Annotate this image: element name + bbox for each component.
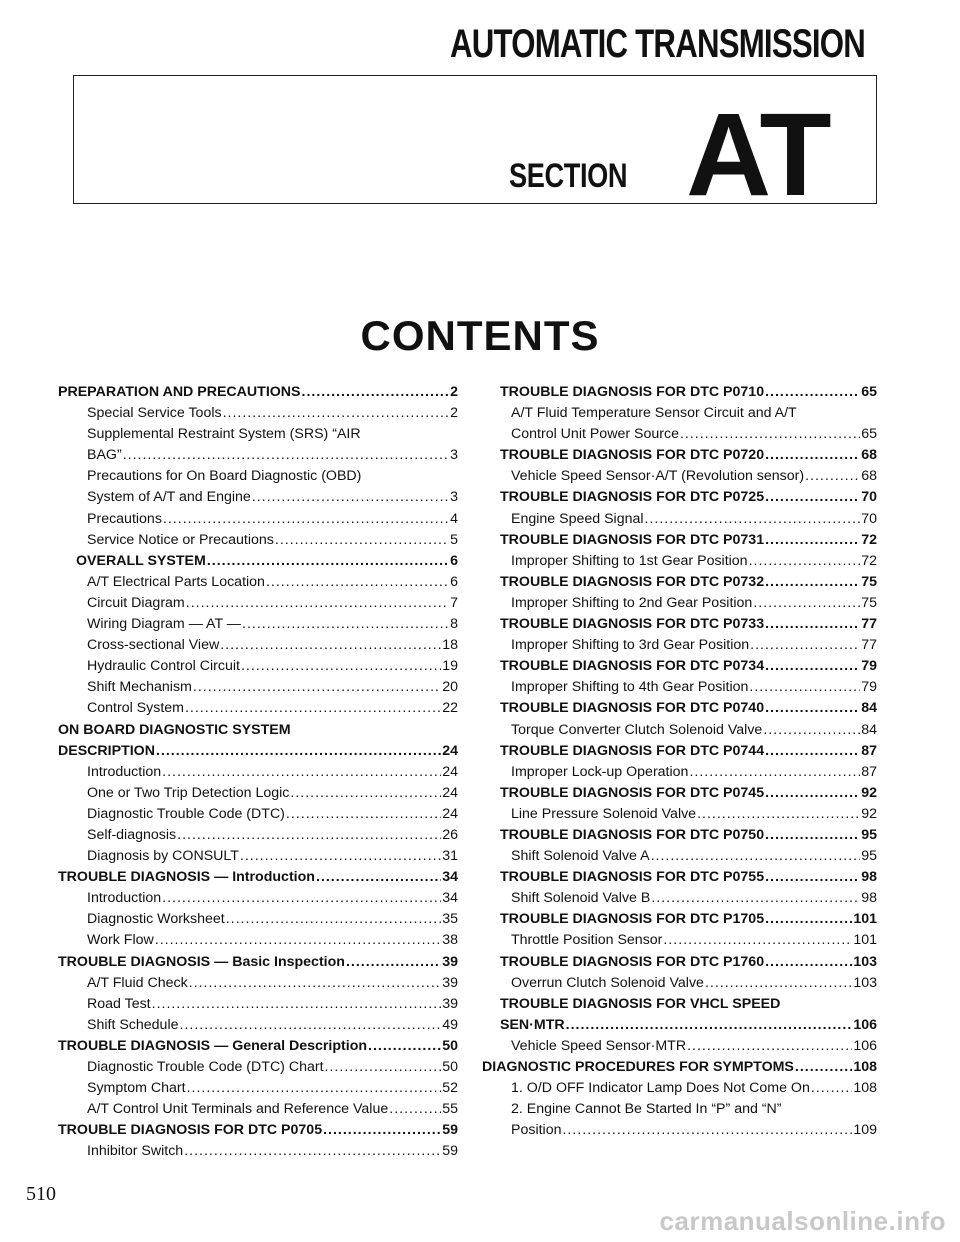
toc-entry-page: 68: [861, 468, 877, 485]
toc-entry-label: TROUBLE DIAGNOSIS FOR DTC P0734: [500, 658, 765, 675]
toc-entry[interactable]: [482, 593, 877, 614]
toc-entry-page: 18: [442, 637, 458, 654]
toc-entry-label: TROUBLE DIAGNOSIS FOR DTC P1760: [500, 953, 765, 970]
toc-entry[interactable]: [482, 867, 877, 888]
toc-entry-page: 4: [450, 510, 458, 527]
toc-entry[interactable]: [482, 825, 877, 846]
toc-entry[interactable]: [58, 656, 458, 677]
toc-entry[interactable]: [58, 614, 458, 635]
toc-entry[interactable]: [58, 846, 458, 867]
toc-leader-dots: [765, 909, 852, 930]
toc-leader-dots: [765, 572, 860, 593]
toc-entry-page: 92: [861, 805, 877, 822]
toc-leader-dots: [177, 825, 441, 846]
toc-leader-dots: [162, 762, 441, 783]
toc-entry-label: Diagnostic Trouble Code (DTC): [87, 805, 285, 822]
toc-entry-page: 38: [442, 932, 458, 949]
toc-entry-label: Road Test: [87, 995, 151, 1012]
toc-leader-dots: [651, 846, 861, 867]
toc-entry[interactable]: [58, 909, 458, 930]
toc-entry[interactable]: [482, 720, 877, 741]
toc-entry-page: 24: [442, 805, 458, 822]
toc-entry-label: Wiring Diagram — AT —: [87, 616, 241, 633]
toc-entry[interactable]: [482, 973, 877, 994]
toc-leader-dots: [765, 487, 860, 508]
toc-leader-dots: [566, 1015, 853, 1036]
toc-entry[interactable]: [482, 783, 877, 804]
toc-leader-dots: [562, 1120, 852, 1141]
toc-entry-label: Improper Lock-up Operation: [511, 763, 689, 780]
toc-entry-label: Circuit Diagram: [87, 594, 185, 611]
toc-entry-page: 59: [442, 1122, 458, 1139]
toc-entry-page: 22: [442, 700, 458, 717]
toc-entry-page: 35: [442, 911, 458, 928]
toc-entry-page: 72: [861, 531, 877, 548]
toc-entry[interactable]: [482, 677, 877, 698]
toc-entry[interactable]: [58, 445, 458, 466]
toc-entry-label: Control Unit Power Source: [511, 426, 679, 443]
toc-entry[interactable]: [58, 741, 458, 762]
toc-entry-label: TROUBLE DIAGNOSIS — Introduction: [58, 869, 315, 886]
page-header-title: AUTOMATIC TRANSMISSION: [450, 22, 866, 66]
toc-entry[interactable]: [482, 698, 877, 719]
toc-entry-page: 8: [450, 616, 458, 633]
toc-entry-label: SEN·MTR: [500, 1016, 565, 1033]
toc-entry-label: Symptom Chart: [87, 1080, 186, 1097]
toc-entry[interactable]: [482, 635, 877, 656]
toc-entry-label: Improper Shifting to 3rd Gear Position: [511, 637, 750, 654]
toc-entry-page: 77: [861, 616, 877, 633]
toc-entry-page: 50: [442, 1059, 458, 1075]
toc-leader-dots: [687, 1036, 852, 1057]
toc-entry[interactable]: [482, 909, 877, 930]
toc-entry[interactable]: [58, 530, 458, 551]
toc-leader-dots: [765, 952, 852, 973]
toc-entry[interactable]: [58, 952, 458, 973]
toc-entry-label: DIAGNOSTIC PROCEDURES FOR SYMPTOMS: [482, 1059, 794, 1075]
toc-entry-label: PREPARATION AND PRECAUTIONS: [58, 384, 301, 400]
toc-entry-page: 19: [442, 658, 458, 675]
toc-entry-label: TROUBLE DIAGNOSIS FOR DTC P0731: [500, 531, 765, 548]
toc-entry-page: 6: [450, 573, 458, 590]
toc-leader-dots: [765, 825, 860, 846]
toc-entry-label: Self-diagnosis: [87, 826, 177, 843]
toc-entry[interactable]: [58, 572, 458, 593]
toc-entry-label: Hydraulic Control Circuit: [87, 658, 240, 675]
toc-entry-label: Work Flow: [87, 932, 154, 949]
toc-entry[interactable]: [482, 994, 877, 1015]
toc-entry[interactable]: [58, 551, 458, 572]
toc-leader-dots: [189, 973, 442, 994]
toc-leader-dots: [323, 1120, 441, 1141]
toc-leader-dots: [163, 509, 449, 530]
toc-leader-dots: [765, 698, 860, 719]
toc-leader-dots: [811, 1078, 852, 1099]
toc-leader-dots: [795, 1057, 852, 1078]
toc-entry[interactable]: [58, 635, 458, 656]
toc-entry[interactable]: [58, 698, 458, 719]
toc-entry-label: TROUBLE DIAGNOSIS FOR DTC P0720: [500, 447, 765, 464]
toc-entry-page: 87: [861, 763, 877, 780]
toc-entry-label: DESCRIPTION: [58, 742, 155, 759]
toc-entry-label: Precautions: [87, 510, 162, 527]
toc-entry-page: 7: [450, 594, 458, 611]
toc-entry[interactable]: [482, 530, 877, 551]
toc-entry-label: OVERALL SYSTEM: [76, 552, 206, 569]
toc-entry-page: 39: [442, 974, 458, 991]
toc-entry-label: Diagnostic Worksheet: [87, 911, 225, 928]
toc-leader-dots: [325, 1057, 442, 1078]
toc-leader-dots: [207, 551, 449, 572]
toc-leader-dots: [242, 614, 449, 635]
toc-leader-dots: [765, 741, 860, 762]
toc-entry[interactable]: [58, 1120, 458, 1141]
toc-entry[interactable]: [58, 1057, 458, 1078]
toc-entry[interactable]: [58, 825, 458, 846]
toc-entry[interactable]: [58, 1099, 458, 1120]
toc-entry-page: 3: [450, 489, 458, 506]
toc-leader-dots: [266, 572, 449, 593]
toc-entry-label: One or Two Trip Detection Logic: [87, 784, 290, 801]
toc-entry[interactable]: [482, 762, 877, 783]
toc-leader-dots: [193, 677, 441, 698]
toc-leader-dots: [346, 952, 441, 973]
toc-entry[interactable]: [58, 403, 458, 424]
toc-entry-page: 101: [853, 932, 877, 949]
toc-leader-dots: [749, 677, 860, 698]
toc-leader-dots: [123, 445, 449, 466]
toc-leader-dots: [651, 888, 860, 909]
toc-entry[interactable]: [58, 804, 458, 825]
toc-entry[interactable]: [58, 487, 458, 508]
toc-entry-label: Introduction: [87, 890, 162, 907]
toc-entry-page: 65: [861, 426, 877, 443]
toc-entry-page: 59: [442, 1143, 458, 1160]
toc-entry[interactable]: [482, 1120, 877, 1141]
toc-entry[interactable]: [58, 762, 458, 783]
toc-entry-label: Vehicle Speed Sensor·A/T (Revolution sensor): [511, 468, 805, 485]
toc-leader-dots: [220, 635, 441, 656]
toc-entry-label: Shift Solenoid Valve A: [511, 848, 650, 865]
toc-entry-label: Diagnosis by CONSULT: [87, 848, 239, 865]
toc-entry[interactable]: [58, 1015, 458, 1036]
toc-entry-label: TROUBLE DIAGNOSIS FOR DTC P0733: [500, 616, 765, 633]
toc-entry-label: 2. Engine Cannot Be Started In “P” and “N”: [511, 1101, 782, 1118]
toc-entry-label: TROUBLE DIAGNOSIS FOR DTC P0745: [500, 784, 765, 801]
toc-entry-page: 98: [861, 890, 877, 907]
toc-entry-page: 101: [853, 911, 877, 928]
toc-entry-label: ON BOARD DIAGNOSTIC SYSTEM: [58, 721, 291, 738]
toc-entry-page: 24: [442, 763, 458, 780]
toc-leader-dots: [749, 551, 861, 572]
toc-entry[interactable]: [482, 1078, 877, 1099]
toc-entry[interactable]: [482, 424, 877, 445]
toc-entry-page: 2: [450, 405, 458, 422]
section-word: SECTION: [509, 157, 628, 195]
toc-entry[interactable]: [58, 973, 458, 994]
toc-leader-dots: [663, 930, 852, 951]
section-code: AT: [686, 89, 829, 221]
toc-leader-dots: [765, 783, 860, 804]
toc-entry[interactable]: [58, 783, 458, 804]
toc-entry[interactable]: [482, 656, 877, 677]
toc-entry-page: 5: [450, 531, 458, 548]
toc-entry-page: 34: [442, 869, 458, 886]
toc-entry-page: 50: [442, 1037, 458, 1054]
toc-entry[interactable]: [58, 593, 458, 614]
toc-entry[interactable]: [58, 382, 458, 403]
toc-entry[interactable]: [482, 1036, 877, 1057]
toc-leader-dots: [184, 1141, 441, 1162]
toc-entry-label: System of A/T and Engine: [87, 489, 251, 506]
toc-entry-label: A/T Control Unit Terminals and Reference Value: [87, 1101, 389, 1118]
toc-leader-dots: [185, 698, 441, 719]
toc-entry-page: 2: [450, 384, 458, 400]
toc-entry-label: Improper Shifting to 2nd Gear Position: [511, 594, 753, 611]
toc-leader-dots: [223, 403, 450, 424]
toc-entry-page: 95: [861, 826, 877, 843]
toc-entry-page: 39: [442, 953, 458, 970]
toc-entry-label: Cross-sectional View: [87, 637, 220, 654]
toc-leader-dots: [765, 382, 860, 403]
toc-entry-label: Control System: [87, 700, 184, 717]
toc-entry-page: 75: [861, 573, 877, 590]
toc-entry-page: 72: [861, 552, 877, 569]
toc-entry-page: 31: [442, 848, 458, 865]
toc-entry-label: Shift Schedule: [87, 1016, 179, 1033]
toc-entry-page: 108: [853, 1080, 877, 1097]
toc-leader-dots: [765, 445, 860, 466]
toc-entry-page: 70: [861, 489, 877, 506]
toc-entry-page: 26: [442, 826, 458, 843]
toc-leader-dots: [156, 741, 441, 762]
watermark: carmanualsonline.info: [659, 1206, 946, 1236]
toc-entry-page: 70: [861, 510, 877, 527]
toc-entry-label: Supplemental Restraint System (SRS) “AIR: [87, 426, 361, 443]
toc-leader-dots: [180, 1015, 442, 1036]
toc-entry-page: 49: [442, 1016, 458, 1033]
toc-entry-label: Throttle Position Sensor: [511, 932, 663, 949]
toc-entry-page: 106: [853, 1016, 877, 1033]
toc-leader-dots: [286, 804, 441, 825]
toc-leader-dots: [226, 909, 441, 930]
toc-entry-label: Introduction: [87, 763, 162, 780]
toc-entry-label: BAG”: [87, 447, 122, 464]
toc-entry-label: Vehicle Speed Sensor·MTR: [511, 1037, 687, 1054]
toc-entry-label: TROUBLE DIAGNOSIS FOR DTC P0732: [500, 573, 765, 590]
toc-entry-label: Inhibitor Switch: [87, 1143, 184, 1160]
toc-entry-label: Torque Converter Clutch Solenoid Valve: [511, 721, 763, 738]
toc-entry[interactable]: [58, 720, 458, 741]
toc-leader-dots: [152, 994, 442, 1015]
toc-entry-label: TROUBLE DIAGNOSIS FOR DTC P0750: [500, 826, 765, 843]
toc-entry-label: A/T Electrical Parts Location: [87, 573, 265, 590]
toc-leader-dots: [162, 888, 441, 909]
toc-entry-page: 3: [450, 447, 458, 464]
toc-entry-label: Improper Shifting to 1st Gear Position: [511, 552, 748, 569]
toc-entry-page: 52: [442, 1080, 458, 1097]
toc-entry-page: 77: [861, 637, 877, 654]
toc-entry-page: 103: [853, 953, 877, 970]
toc-leader-dots: [765, 614, 860, 635]
toc-entry-page: 6: [450, 552, 458, 569]
toc-entry-page: 24: [442, 784, 458, 801]
toc-entry-page: 87: [861, 742, 877, 759]
toc-entry[interactable]: [482, 466, 877, 487]
toc-entry-label: TROUBLE DIAGNOSIS — Basic Inspection: [58, 953, 345, 970]
toc-entry-label: TROUBLE DIAGNOSIS FOR DTC P0725: [500, 489, 765, 506]
toc-leader-dots: [389, 1099, 441, 1120]
toc-entry[interactable]: [58, 509, 458, 530]
toc-entry-page: 92: [861, 784, 877, 801]
toc-entry[interactable]: [58, 994, 458, 1015]
toc-entry[interactable]: [482, 952, 877, 973]
toc-entry[interactable]: [58, 930, 458, 951]
toc-entry[interactable]: [58, 1078, 458, 1099]
toc-leader-dots: [750, 635, 860, 656]
toc-entry-label: TROUBLE DIAGNOSIS — General Description: [58, 1037, 368, 1054]
toc-entry-page: 108: [853, 1059, 877, 1075]
toc-entry-page: 84: [861, 700, 877, 717]
toc-leader-dots: [316, 867, 441, 888]
toc-entry-page: 103: [853, 974, 877, 991]
toc-leader-dots: [155, 930, 441, 951]
toc-entry-page: 75: [861, 594, 877, 611]
toc-leader-dots: [645, 509, 861, 530]
toc-entry-page: 98: [861, 869, 877, 886]
toc-entry-label: Service Notice or Precautions: [87, 531, 274, 548]
toc-entry-page: 68: [861, 447, 877, 464]
toc-entry[interactable]: [58, 424, 458, 445]
toc-entry[interactable]: [482, 741, 877, 762]
toc-entry-label: TROUBLE DIAGNOSIS FOR DTC P0705: [58, 1122, 323, 1139]
toc-entry[interactable]: [482, 1015, 877, 1036]
toc-entry-page: 55: [442, 1101, 458, 1118]
toc-entry[interactable]: [58, 677, 458, 698]
toc-entry-label: Precautions for On Board Diagnostic (OBD): [87, 468, 362, 485]
toc-entry[interactable]: [482, 445, 877, 466]
toc-entry-label: A/T Fluid Check: [87, 974, 188, 991]
toc-entry-label: Diagnostic Trouble Code (DTC) Chart: [87, 1059, 324, 1075]
toc-entry[interactable]: [482, 1057, 877, 1078]
toc-entry[interactable]: [58, 888, 458, 909]
toc-entry[interactable]: [58, 466, 458, 487]
toc-right-column: [482, 382, 877, 1141]
toc-entry-label: TROUBLE DIAGNOSIS FOR DTC P0740: [500, 700, 765, 717]
toc-leader-dots: [240, 846, 441, 867]
toc-entry-label: Overrun Clutch Solenoid Valve: [511, 974, 704, 991]
toc-entry-page: 39: [442, 995, 458, 1012]
toc-leader-dots: [805, 466, 860, 487]
toc-entry[interactable]: [482, 614, 877, 635]
toc-left-column: [58, 382, 458, 1162]
toc-entry-label: TROUBLE DIAGNOSIS FOR DTC P1705: [500, 911, 765, 928]
toc-entry-page: 79: [861, 679, 877, 696]
toc-leader-dots: [765, 656, 860, 677]
page-number: 510: [26, 1183, 56, 1205]
toc-entry-page: 109: [853, 1122, 877, 1139]
toc-leader-dots: [187, 1078, 442, 1099]
toc-entry-page: 20: [442, 679, 458, 696]
toc-entry-label: A/T Fluid Temperature Sensor Circuit and A/T: [511, 405, 797, 422]
toc-entry[interactable]: [482, 403, 877, 424]
toc-leader-dots: [302, 382, 450, 403]
toc-leader-dots: [705, 973, 852, 994]
toc-entry-label: 1. O/D OFF Indicator Lamp Does Not Come On: [511, 1080, 810, 1097]
toc-leader-dots: [763, 720, 860, 741]
toc-entry-page: 95: [861, 848, 877, 865]
toc-leader-dots: [765, 530, 860, 551]
toc-entry[interactable]: [482, 572, 877, 593]
toc-leader-dots: [186, 593, 449, 614]
toc-entry-label: TROUBLE DIAGNOSIS FOR DTC P0710: [500, 384, 765, 400]
toc-entry-page: 84: [861, 721, 877, 738]
toc-leader-dots: [689, 762, 860, 783]
toc-entry[interactable]: [482, 487, 877, 508]
toc-entry-label: Line Pressure Solenoid Valve: [511, 805, 697, 822]
toc-leader-dots: [290, 783, 441, 804]
toc-entry[interactable]: [482, 804, 877, 825]
toc-leader-dots: [252, 487, 449, 508]
toc-entry[interactable]: [482, 1099, 877, 1120]
toc-entry-label: Improper Shifting to 4th Gear Position: [511, 679, 749, 696]
toc-leader-dots: [368, 1036, 441, 1057]
toc-entry-label: TROUBLE DIAGNOSIS FOR DTC P0755: [500, 869, 765, 886]
toc-entry[interactable]: [482, 930, 877, 951]
toc-leader-dots: [697, 804, 860, 825]
toc-entry[interactable]: [58, 1141, 458, 1162]
toc-entry-page: 65: [861, 384, 877, 400]
toc-entry[interactable]: [482, 382, 877, 403]
toc-entry[interactable]: [482, 551, 877, 572]
toc-entry-label: TROUBLE DIAGNOSIS FOR VHCL SPEED: [500, 995, 781, 1012]
toc-entry[interactable]: [482, 846, 877, 867]
toc-leader-dots: [275, 530, 449, 551]
toc-entry-label: Engine Speed Signal: [511, 510, 644, 527]
toc-leader-dots: [680, 424, 860, 445]
toc-entry-label: TROUBLE DIAGNOSIS FOR DTC P0744: [500, 742, 765, 759]
toc-entry-page: 79: [861, 658, 877, 675]
toc-entry[interactable]: [482, 888, 877, 909]
toc-entry-label: Shift Mechanism: [87, 679, 192, 696]
toc-entry-label: Position: [511, 1122, 562, 1139]
toc-entry[interactable]: [482, 509, 877, 530]
toc-entry-page: 34: [442, 890, 458, 907]
toc-entry-page: 106: [853, 1037, 877, 1054]
toc-leader-dots: [765, 867, 860, 888]
toc-leader-dots: [241, 656, 441, 677]
toc-entry-label: Special Service Tools: [87, 405, 222, 422]
toc-entry[interactable]: [58, 1036, 458, 1057]
toc-entry-page: 24: [442, 742, 458, 759]
contents-heading: CONTENTS: [360, 312, 600, 359]
toc-leader-dots: [753, 593, 860, 614]
toc-entry-label: Shift Solenoid Valve B: [511, 890, 651, 907]
toc-entry[interactable]: [58, 867, 458, 888]
